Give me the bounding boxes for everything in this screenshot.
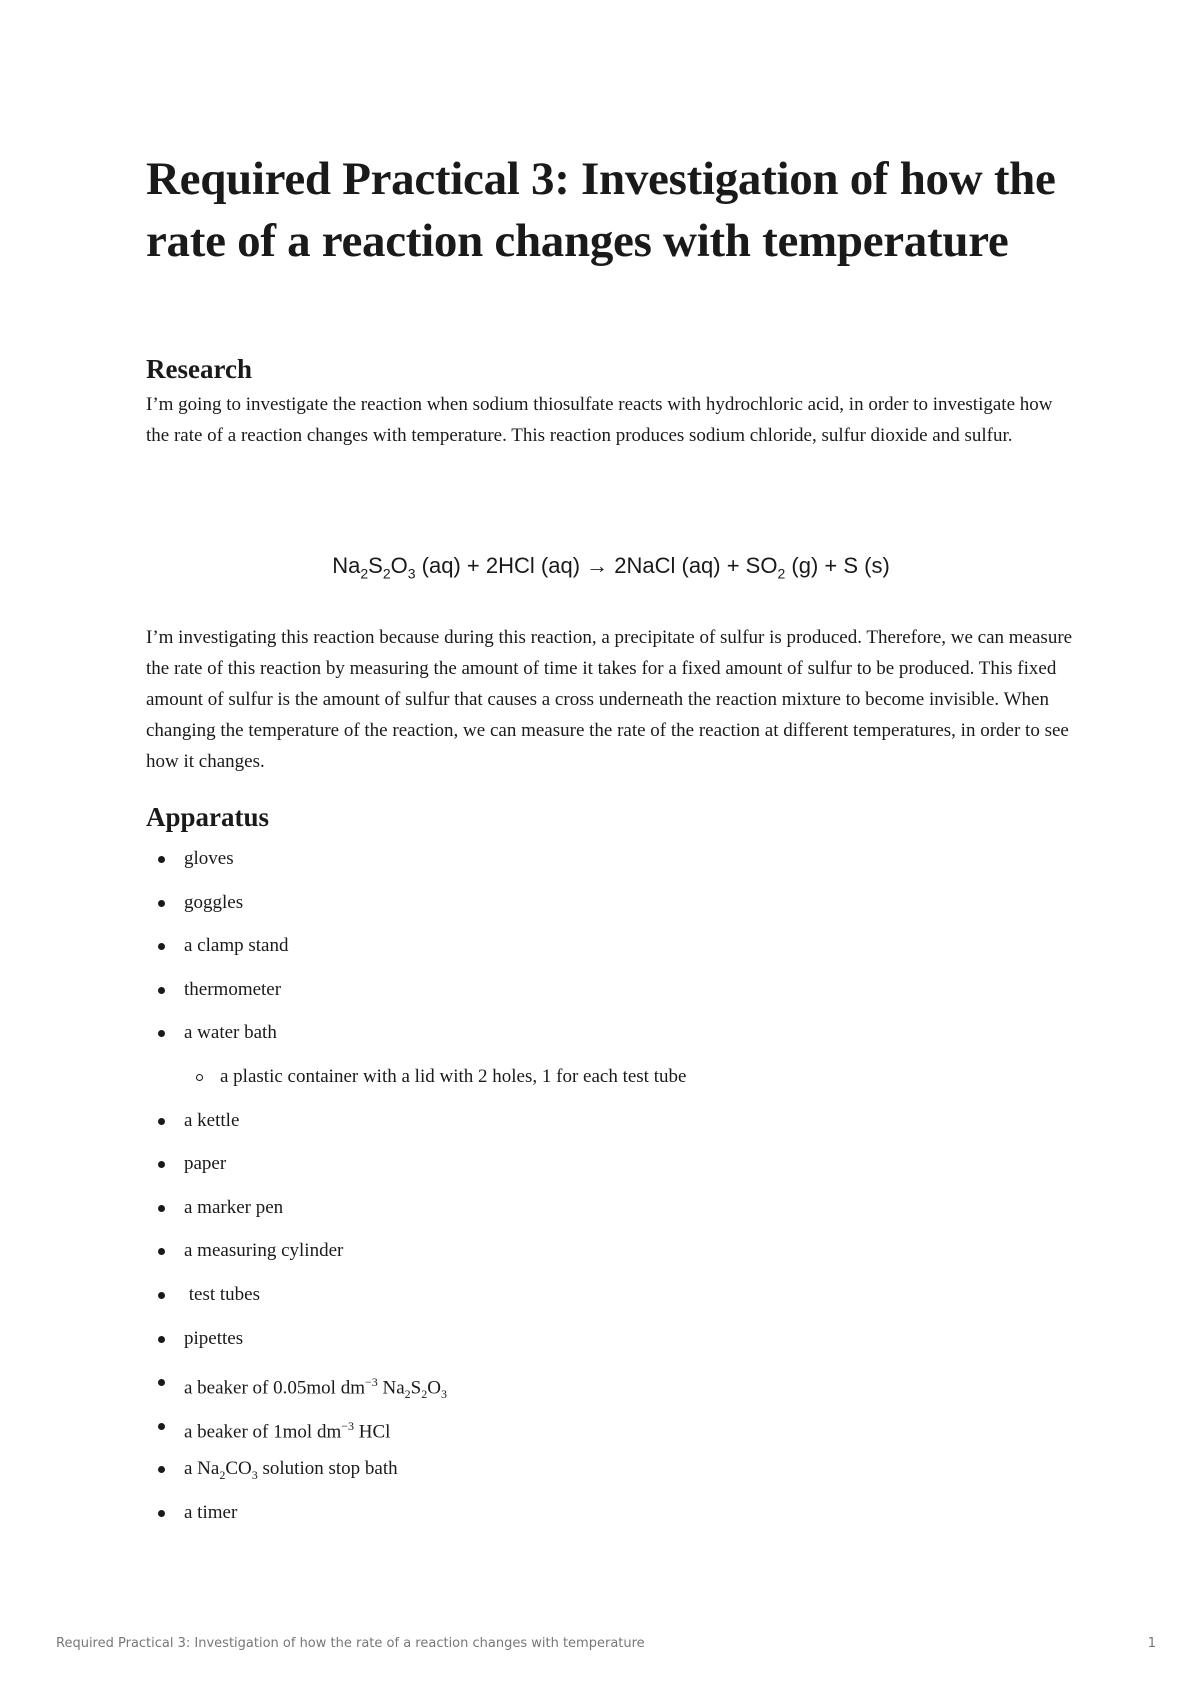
bullet-icon <box>158 987 165 994</box>
research-heading: Research <box>146 354 252 384</box>
list-item: a measuring cylinder <box>146 1238 1076 1282</box>
list-item: a $Na_2CO_3$ solution stop bath <box>146 1456 1076 1500</box>
bullet-icon <box>158 1248 165 1255</box>
research-paragraph-2: I’m investigating this reaction because during this reaction, a precipitate of sulfur is produced. Therefore, we can measure the rate of this reaction by measuring the amount of time it takes for a fixed amount of sulfur to be produced. This fixed amount of sulfur is the amount of sulfur that causes a cross underneath the reaction mixture to become invisible. When changing the temperature of the reaction, we can measure the rate of the reaction at different temperatures, in order to see how it changes. <box>146 627 1073 772</box>
bullet-icon <box>158 1466 165 1473</box>
list-item: a beaker of 1mol $dm^{-3}$ HCl <box>146 1413 1076 1457</box>
list-item: test tubes <box>146 1282 1076 1326</box>
list-item: gloves <box>146 846 1076 890</box>
list-item: a timer <box>146 1500 1076 1544</box>
bullet-icon <box>158 856 165 863</box>
footer-title: Required Practical 3: Investigation of how the rate of a reaction changes with temperature <box>56 1636 645 1651</box>
list-item: a clamp stand <box>146 933 1076 977</box>
bullet-icon <box>158 1379 165 1386</box>
bullet-icon <box>158 1423 165 1430</box>
apparatus-list <box>146 846 1076 1544</box>
list-item: a beaker of 0.05mol $dm^{-3}$ $Na_2S_2O_3$ <box>146 1369 1076 1413</box>
bullet-icon <box>158 1510 165 1517</box>
list-item: goggles <box>146 890 1076 934</box>
bullet-icon <box>158 1030 165 1037</box>
page-number: 1 <box>1147 1636 1156 1651</box>
bullet-icon <box>158 943 165 950</box>
list-item: a marker pen <box>146 1195 1076 1239</box>
bullet-icon <box>158 1161 165 1168</box>
list-item: thermometer <box>146 977 1076 1021</box>
hollow-bullet-icon <box>196 1074 203 1081</box>
bullet-icon <box>158 900 165 907</box>
page-title: Required Practical 3: Investigation of how the rate of a reaction changes with temperature <box>146 153 1056 267</box>
apparatus-heading: Apparatus <box>146 802 270 832</box>
bullet-icon <box>158 1205 165 1212</box>
list-item: a water bath <box>146 1020 1076 1064</box>
bullet-icon <box>158 1118 165 1125</box>
list-item: a kettle <box>146 1108 1076 1152</box>
list-item: paper <box>146 1151 1076 1195</box>
bullet-icon <box>158 1292 165 1299</box>
page-footer <box>56 1636 1156 1651</box>
list-subitem: a plastic container with a lid with 2 holes, 1 for each test tube <box>146 1064 1076 1108</box>
list-item: pipettes <box>146 1326 1076 1370</box>
research-paragraph-1: I’m going to investigate the reaction when sodium thiosulfate reacts with hydrochloric acid, in order to investigate how the rate of a reaction changes with temperature. This reaction produces sodium chloride, sulfur dioxide and sulfur. <box>146 394 1053 446</box>
bullet-icon <box>158 1336 165 1343</box>
chemical-equation: $Na_2S_2O_3$ (aq) + 2HCl (aq) → 2NaCl $(aq) + SO_2$ (g) + S (s) <box>332 553 890 582</box>
